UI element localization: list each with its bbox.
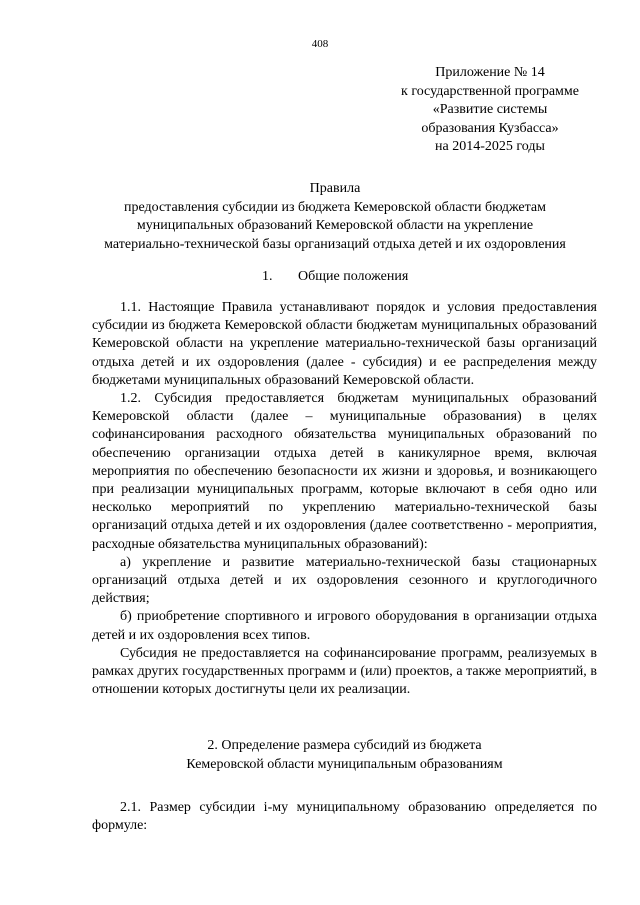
title-heading: Правила	[309, 181, 361, 196]
section-1-title: Общие положения	[298, 269, 409, 284]
title-line-1: предоставления субсидии из бюджета Кемеровской области бюджетам	[123, 199, 547, 215]
title-line-2: муниципальных образований Кемеровской области на укрепление	[136, 218, 534, 233]
document-title	[60, 180, 610, 254]
section-2-body	[92, 799, 597, 835]
paragraph-1-1: 1.1. Настоящие Правила устанавливают порядок и условия предоставления субсидии из бюджета Кемеровской области бюджетам муниципальных образований Кемеровской области на укрепление материально-технической базы организаций отдыха детей и их оздоровления (далее - субсидия) и ее распределения между бюджетами муниципальных образований Кемеровской области.	[92, 300, 597, 388]
section-2-title-line-1: 2. Определение размера субсидий из бюджета	[207, 738, 482, 753]
section-1-body	[92, 299, 597, 699]
section-1-number: 1.	[262, 269, 273, 284]
section-2-title-line-2: Кемеровской области муниципальным образованиям	[186, 757, 503, 772]
appendix-line-2: к государственной программе	[401, 83, 579, 99]
paragraph-item-b: б) приобретение спортивного и игрового оборудования в организации отдыха детей и их оздоровления всех типов.	[92, 609, 597, 643]
appendix-block	[380, 64, 600, 157]
section-2-heading	[92, 736, 597, 774]
appendix-line-5: на 2014-2025 годы	[435, 139, 545, 154]
appendix-line-3: «Развитие системы	[432, 102, 548, 117]
appendix-line-1: Приложение № 14	[435, 65, 545, 80]
page-number: 408	[311, 38, 329, 50]
paragraph-1-2: 1.2. Субсидия предоставляется бюджетам муниципальных образований Кемеровской области (далее – муниципальные образования) в целях софинансирования расходного обязательства муниципальных образований по обеспечению организации отдыха детей в каникулярное время, включая мероприятия по обеспечению безопасности их жизни и здоровья, и возникающего при реализации муниципальных программ, которые включают в себя одно или несколько мероприятий по укреплению материально-технической базы организаций отдыха детей и их оздоровления (далее соответственно - мероприятия, расходные обязательства муниципальных образований):	[92, 391, 597, 552]
paragraph-exclusion: Субсидия не предоставляется на софинансирование программ, реализуемых в рамках других государственных программ и (или) проектов, а также мероприятий, в отношении которых достигнуты цели их реализации.	[92, 645, 597, 698]
appendix-line-4: образования Кузбасса»	[421, 120, 559, 136]
paragraph-item-a: а) укрепление и развитие материально-технической базы стационарных организаций отдыха детей и их оздоровления сезонного и круглогодичного действия;	[92, 554, 597, 607]
paragraph-2-1: 2.1. Размер субсидии i-му муниципальному образованию определяется по формуле:	[92, 800, 597, 834]
title-line-3: материально-технической базы организаций отдыха детей и их оздоровления	[104, 236, 566, 252]
